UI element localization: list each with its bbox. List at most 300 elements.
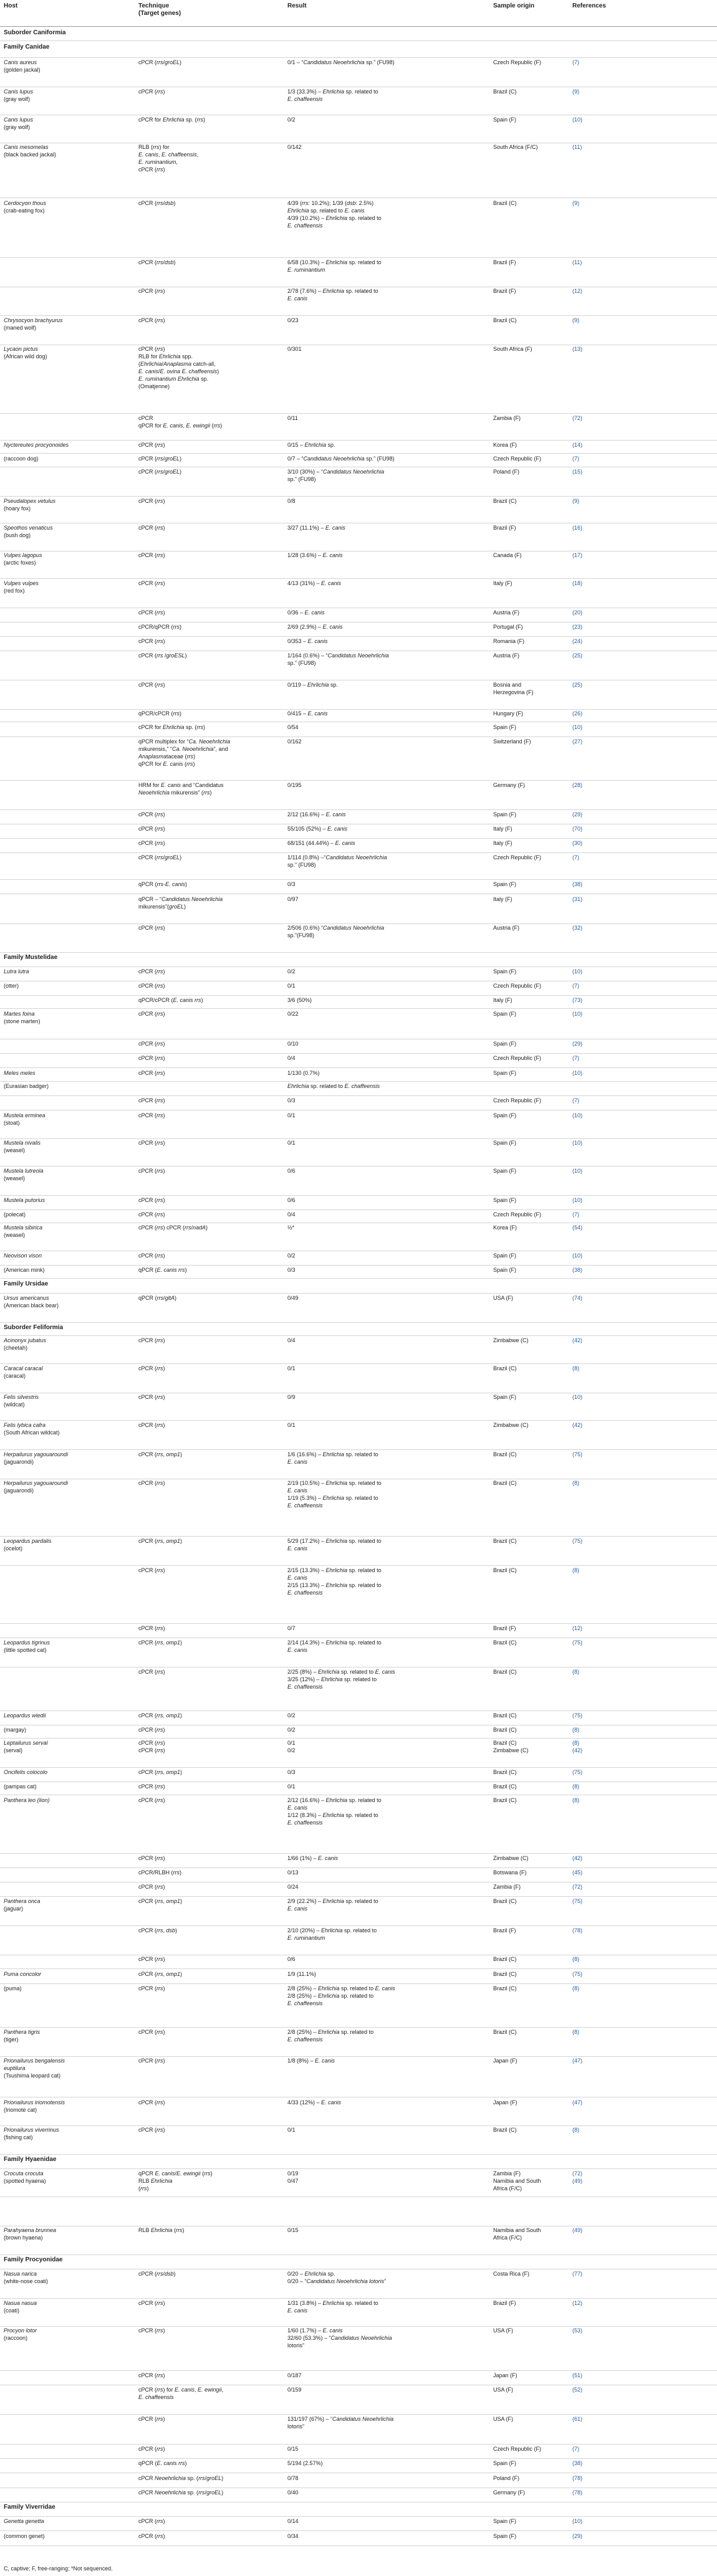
reference-cell[interactable]: (7) <box>572 983 579 989</box>
reference-cell[interactable]: (9) <box>572 88 579 95</box>
reference-cell[interactable]: (47) <box>572 2058 583 2064</box>
origin-cell: Czech Republic (F) <box>493 983 542 989</box>
table-row <box>0 2326 717 2371</box>
technique-cell: cPCR (rrs, omp1) <box>138 1769 183 1775</box>
table-row <box>0 1039 717 1054</box>
reference-cell[interactable]: (7) <box>572 854 579 861</box>
reference-cell[interactable]: (10) <box>572 1070 583 1076</box>
table-row <box>0 781 717 810</box>
origin-cell: Brazil (C) <box>493 1480 517 1486</box>
technique-cell: cPCR qPCR for E. canis, E. ewingii (rrs) <box>138 415 223 429</box>
header-result: Result <box>287 2 307 9</box>
origin-cell: USA (F) <box>493 2327 514 2334</box>
technique-cell: cPCR/RLBH (rrs) <box>138 1869 182 1876</box>
result-cell: 2/12 (16.6%) – Ehrlichia sp. related to E. canis 1/12 (8.3%) – Ehrlichia sp. related to E. chaffeensis <box>287 1797 382 1826</box>
table-row <box>0 2169 717 2197</box>
reference-cell[interactable]: (10) <box>572 2518 583 2524</box>
table-row <box>0 680 717 710</box>
result-cell: 0/2 <box>287 1252 296 1259</box>
result-cell: 1/9 (11.1%) <box>287 1971 316 1977</box>
section-heading <box>0 1323 717 1336</box>
result-cell: 0/36 – E. canis <box>287 609 325 616</box>
technique-cell: cPCR for Ehrlichia sp. (rrs) <box>138 724 206 730</box>
origin-cell: Spain (F) <box>493 1140 517 1146</box>
origin-cell: Spain (F) <box>493 1011 517 1017</box>
reference-cell[interactable]: (10) <box>572 1112 583 1119</box>
reference-cell[interactable]: (7) <box>572 456 579 462</box>
result-cell: 0/13 <box>287 1869 299 1876</box>
host-cell: Caracal caracal (caracal) <box>4 1365 43 1379</box>
technique-cell: cPCR (rrs) <box>138 2127 165 2133</box>
reference-cell[interactable]: (26) <box>572 710 583 717</box>
technique-cell: cPCR (rrs) <box>138 1394 165 1400</box>
result-cell: 0/4 <box>287 1337 296 1343</box>
table-row <box>0 709 717 722</box>
table-row <box>0 810 717 824</box>
origin-cell: Brazil (F) <box>493 2300 516 2306</box>
host-cell: Mustela nivalis (weasel) <box>4 1140 41 1153</box>
reference-cell[interactable]: (12) <box>572 288 583 294</box>
section-heading <box>0 2502 717 2517</box>
reference-cell[interactable]: (7) <box>572 1211 579 1218</box>
result-cell: 0/353 – E. canis <box>287 638 328 644</box>
reference-cell[interactable]: (42) <box>572 1855 583 1861</box>
reference-cell[interactable]: (72) <box>572 415 583 421</box>
reference-cell[interactable]: (38) <box>572 2460 583 2466</box>
technique-cell: cPCR (rrs) <box>138 1956 165 1962</box>
technique-cell: cPCR (rrs) <box>138 1797 165 1803</box>
table-row <box>0 1711 717 1725</box>
result-cell: 3/6 (50%) <box>287 997 312 1003</box>
origin-cell: Spain (F) <box>493 881 517 887</box>
result-cell: 0/10 <box>287 1041 299 1047</box>
reference-cell[interactable]: (73) <box>572 997 583 1003</box>
origin-cell: Costa Rica (F) <box>493 2271 530 2277</box>
host-cell: Mustela sibirica (weasel) <box>4 1224 43 1238</box>
origin-cell: South Africa (F/C) <box>493 144 538 150</box>
table-row <box>0 1638 717 1667</box>
reference-cell[interactable]: (23) <box>572 624 583 630</box>
table-row <box>0 923 717 953</box>
origin-cell: Brazil (C) <box>493 317 517 323</box>
technique-cell: cPCR (rrs) <box>138 525 165 531</box>
reference-cell[interactable]: (61) <box>572 2416 583 2422</box>
table-row <box>0 454 717 467</box>
reference-cell[interactable]: (52) <box>572 2387 583 2393</box>
reference-cell[interactable]: (7) <box>572 2446 579 2452</box>
table-row <box>0 1364 717 1393</box>
origin-cell: Brazil (C) <box>493 200 517 206</box>
reference-cell[interactable]: (8) <box>572 1985 579 1992</box>
technique-cell: cPCR (rrs) <box>138 2416 165 2422</box>
table-row <box>0 824 717 839</box>
result-cell: 0/1 <box>287 983 296 989</box>
result-cell: 0/7 – “Candidatus Neoehrlichia sp.” (FU98) <box>287 456 395 462</box>
result-cell: 2/25 (8%) – Ehrlichia sp. related to E. canis 3/25 (12%) – Ehrlichia sp. related to E. chaffeensis <box>287 1669 395 1690</box>
reference-cell[interactable]: (31) <box>572 896 583 902</box>
technique-cell: cPCR (rrs/dsb) <box>138 2271 176 2277</box>
table-row <box>0 1782 717 1795</box>
reference-cell[interactable]: (47) <box>572 2099 583 2106</box>
reference-cell[interactable]: (10) <box>572 117 583 123</box>
result-cell: 0/4 <box>287 1211 296 1218</box>
origin-cell: Italy (F) <box>493 997 512 1003</box>
technique-cell: cPCR (rrs) <box>138 2300 165 2306</box>
origin-cell: Italy (F) <box>493 840 512 846</box>
reference-cell[interactable]: (78) <box>572 1927 583 1934</box>
origin-cell: Canada (F) <box>493 552 522 558</box>
origin-cell: Brazil (C) <box>493 88 517 95</box>
origin-cell: Spain (F) <box>493 724 517 730</box>
technique-cell: cPCR (rrs) <box>138 288 165 294</box>
technique-cell: cPCR (rrs) cPCR (rrs/nadA) <box>138 1224 208 1231</box>
result-cell: 4/33 (12%) – E. canis <box>287 2099 342 2106</box>
result-cell: 2/69 (2.9%) – E. canis <box>287 624 343 630</box>
technique-cell: cPCR for Ehrlichia sp. (rrs) <box>138 117 206 123</box>
reference-cell[interactable]: (7) <box>572 59 579 65</box>
reference-cell[interactable]: (8) <box>572 2029 579 2035</box>
table-row <box>0 1739 717 1768</box>
table-row <box>0 1725 717 1739</box>
table-row <box>0 441 717 454</box>
table-row <box>0 287 717 316</box>
result-cell: 0/4 <box>287 1055 296 1061</box>
reference-cell[interactable]: (10) <box>572 1394 583 1400</box>
reference-cell[interactable]: (29) <box>572 811 583 818</box>
reference-cell[interactable]: (16) <box>572 525 583 531</box>
reference-cell[interactable]: (10) <box>572 724 583 730</box>
reference-cell[interactable]: (10) <box>572 1011 583 1017</box>
host-cell: (Eurasian badger) <box>4 1083 49 1089</box>
reference-cell[interactable]: (15) <box>572 469 583 475</box>
table-row <box>0 1897 717 1926</box>
reference-cell[interactable]: (29) <box>572 1041 583 1047</box>
technique-cell: HRM for E. canis and “Candidatus Neoehrlichia mikurensis” (rrs) <box>138 782 224 796</box>
host-cell: Nasua narica (white-nose coati) <box>4 2271 49 2284</box>
reference-cell[interactable]: (11) <box>572 144 582 150</box>
reference-cell[interactable]: (78) <box>572 2475 583 2481</box>
header-sample-origin: Sample origin <box>493 2 535 9</box>
reference-cell[interactable]: (8) (42) <box>572 1740 583 1753</box>
origin-cell: Spain (F) <box>493 1041 517 1047</box>
technique-cell: cPCR (rrs) <box>138 1041 165 1047</box>
reference-cell[interactable]: (28) <box>572 782 583 788</box>
table-row <box>0 1223 717 1251</box>
origin-cell: Czech Republic (F) <box>493 2446 542 2452</box>
result-cell: 2/15 (13.3%) – Ehrlichia sp. related to E. canis 2/15 (13.3%) – Ehrlichia sp. related to E. chaffeensis <box>287 1567 382 1596</box>
reference-cell[interactable]: (8) <box>572 1365 579 1371</box>
reference-cell[interactable]: (10) <box>572 1140 583 1146</box>
reference-cell[interactable]: (8) <box>572 1727 579 1733</box>
origin-cell: Botswana (F) <box>493 1869 527 1876</box>
reference-cell[interactable]: (75) <box>572 1971 583 1977</box>
origin-cell: Brazil (C) <box>493 1727 517 1733</box>
origin-cell: Spain (F) <box>493 1112 517 1119</box>
table-row <box>0 2445 717 2459</box>
origin-cell: Spain (F) <box>493 2518 517 2524</box>
table-row <box>0 1138 717 1166</box>
host-cell: Lutra lutra <box>4 968 29 975</box>
host-cell: Pseudalopex vetulus (hoary fox) <box>4 498 56 512</box>
host-cell: Lycaon pictus (African wild dog) <box>4 346 47 360</box>
result-cell: 0/1 <box>287 1140 296 1146</box>
result-cell: 0/2 <box>287 117 296 123</box>
origin-cell: Brazil (C) Zimbabwe (C) <box>493 1740 529 1753</box>
reference-cell[interactable]: (77) <box>572 2271 583 2277</box>
reference-cell[interactable]: (38) <box>572 1267 583 1273</box>
reference-cell[interactable]: (14) <box>572 442 583 448</box>
technique-cell: cPCR (rrs) <box>138 1140 165 1146</box>
table-row <box>0 551 717 579</box>
origin-cell: Japan (F) <box>493 2058 517 2064</box>
origin-cell: Spain (F) <box>493 1267 517 1273</box>
reference-cell[interactable]: (20) <box>572 609 583 616</box>
origin-cell: Czech Republic (F) <box>493 1055 542 1061</box>
reference-cell[interactable]: (9) <box>572 498 579 504</box>
reference-cell[interactable]: (38) <box>572 881 583 887</box>
reference-cell[interactable]: (10) <box>572 1168 583 1174</box>
technique-cell: cPCR (rrs) <box>138 552 165 558</box>
reference-cell[interactable]: (75) <box>572 1898 583 1904</box>
technique-cell: cPCR (rrs) <box>138 826 165 832</box>
host-cell: Leopardus tigrinus (little spotted cat) <box>4 1639 51 1653</box>
origin-cell: Switzerland (F) <box>493 738 531 745</box>
table-footnote: C, captive; F, free-ranging; *Not sequenced. <box>4 2565 113 2572</box>
result-cell: 0/6 <box>287 1956 296 1962</box>
host-cell: (margay) <box>4 1727 27 1733</box>
host-cell: Prionailurus viverrinus (fishing cat) <box>4 2127 59 2140</box>
result-cell: 2/8 (25%) – Ehrlichia sp. related to E. canis 2/8 (25%) – Ehrlichia sp. related to E. chaffeensis <box>287 1985 395 2006</box>
reference-cell[interactable]: (7) <box>572 1055 579 1061</box>
reference-cell[interactable]: (8) <box>572 1480 579 1486</box>
result-cell: 0/195 <box>287 782 302 788</box>
table-row <box>0 87 717 115</box>
reference-cell[interactable]: (70) <box>572 826 583 832</box>
result-cell: 1/8 (8%) – E. canis <box>287 2058 335 2064</box>
section-heading-text: Family Procyonidae <box>4 2256 63 2263</box>
reference-cell[interactable]: (8) <box>572 1956 579 1962</box>
technique-cell: cPCR (rrs) <box>138 317 165 323</box>
technique-cell: cPCR (rrs) <box>138 1011 165 1017</box>
technique-cell: cPCR (rrs/groEL) <box>138 854 182 861</box>
origin-cell: Spain (F) <box>493 968 517 975</box>
reference-cell[interactable]: (9) <box>572 317 579 323</box>
origin-cell: Austria (F) <box>493 609 520 616</box>
host-cell: Crocuta crocuta (spotted hyaena) <box>4 2170 46 2184</box>
origin-cell: Korea (F) <box>493 1224 517 1231</box>
host-cell: Cerdocyon thous (crab-eating fox) <box>4 200 47 214</box>
reference-cell[interactable]: (8) <box>572 2127 579 2133</box>
technique-cell: cPCR (rrs) <box>138 682 165 688</box>
reference-cell[interactable]: (74) <box>572 1295 583 1301</box>
reference-cell[interactable]: (13) <box>572 346 583 352</box>
technique-cell: cPCR (rrs) cPCR (rrs) <box>138 1740 165 1753</box>
reference-cell[interactable]: (54) <box>572 1224 583 1231</box>
table-row <box>0 2488 717 2502</box>
host-cell: (common genet) <box>4 2533 45 2539</box>
origin-cell: Brazil (C) <box>493 1971 517 1977</box>
table-row <box>0 2098 717 2126</box>
result-cell: 2/19 (10.5%) – Ehrlichia sp. related to E. canis 1/19 (5.3%) – Ehrlichia sp. related to E. chaffeensis <box>287 1480 382 1509</box>
origin-cell: Brazil (C) <box>493 1669 517 1675</box>
reference-cell[interactable]: (32) <box>572 925 583 931</box>
technique-cell: cPCR (rrs) <box>138 1211 165 1218</box>
result-cell: 2/78 (7.6%) – Ehrlichia sp. related to E. canis <box>287 288 378 302</box>
origin-cell: Japan (F) <box>493 2099 517 2106</box>
reference-cell[interactable]: (49) <box>572 2227 583 2233</box>
reference-cell[interactable]: (12) <box>572 2300 583 2306</box>
technique-cell: qPCR (E. canis rrs) <box>138 2460 187 2466</box>
reference-cell[interactable]: (7) <box>572 1097 579 1104</box>
reference-cell[interactable]: (72) <box>572 1884 583 1890</box>
host-cell: (polecat) <box>4 1211 26 1218</box>
result-cell: 0/2 <box>287 1712 296 1719</box>
reference-cell[interactable]: (8) <box>572 1567 579 1573</box>
reference-cell[interactable]: (51) <box>572 2372 583 2378</box>
reference-cell[interactable]: (9) <box>572 200 579 206</box>
technique-cell: cPCR (rrs) <box>138 580 165 586</box>
origin-cell: Bosnia and Herzegovina (F) <box>493 682 534 695</box>
table-row <box>0 2125 717 2155</box>
table-row <box>0 981 717 996</box>
result-cell: 5/194 (2.57%) <box>287 2460 323 2466</box>
technique-cell: qPCR E. canis/E. ewingii (rrs) RLB Ehrlichia (rrs) <box>138 2170 213 2192</box>
table-header <box>0 0 717 27</box>
table-row <box>0 996 717 1009</box>
table-row <box>0 1082 717 1096</box>
origin-cell: Zimbabwe (C) <box>493 1337 529 1343</box>
reference-cell[interactable]: (75) <box>572 1639 583 1646</box>
table-row <box>0 839 717 853</box>
origin-cell: Brazil (C) <box>493 1451 517 1457</box>
reference-cell[interactable]: (10) <box>572 1252 583 1259</box>
origin-cell: Austria (F) <box>493 652 520 659</box>
table-row <box>0 2056 717 2097</box>
host-cell: Panthera leo (lion) <box>4 1797 50 1803</box>
technique-cell: qPCR multiplex for “Ca. Neoehrlichia mikurensis,” “Ca. Neoehrlichia”, and Anaplasmataceae (rrs) qPCR for E. canis (rrs) <box>138 738 231 767</box>
reference-cell[interactable]: (8) <box>572 1797 579 1803</box>
table-row <box>0 895 717 924</box>
origin-cell: Czech Republic (F) <box>493 1097 542 1104</box>
technique-cell: cPCR (rrs) <box>138 2327 165 2334</box>
reference-cell[interactable]: (75) <box>572 1769 583 1775</box>
origin-cell: Zimbabwe (C) <box>493 1855 529 1861</box>
table-row <box>0 1054 717 1068</box>
reference-cell[interactable]: (8) <box>572 1669 579 1675</box>
origin-cell: Brazil (F) <box>493 288 516 294</box>
origin-cell: Brazil (C) <box>493 1365 517 1371</box>
reference-cell[interactable]: (27) <box>572 738 583 745</box>
technique-cell: cPCR (rrs/groEL) <box>138 59 182 65</box>
reference-cell[interactable]: (53) <box>572 2327 583 2334</box>
table-row <box>0 1768 717 1782</box>
reference-cell[interactable]: (10) <box>572 968 583 975</box>
host-cell: Martes foina (stone marten) <box>4 1011 41 1024</box>
result-cell: 0/2 <box>287 968 296 975</box>
reference-cell[interactable]: (75) <box>572 1712 583 1719</box>
table-row <box>0 414 717 441</box>
technique-cell: cPCR (rrs) <box>138 1884 165 1890</box>
table-row <box>0 1566 717 1624</box>
origin-cell: Portugal (F) <box>493 624 523 630</box>
reference-cell[interactable]: (42) <box>572 1337 583 1343</box>
result-cell: 1/114 (0.8%) –“Candidatus Neoehrlichia sp.” (FU98) <box>287 854 387 868</box>
result-cell: 2/9 (22.2%) – Ehrlichia sp. related to E. canis <box>287 1898 378 1912</box>
result-cell: 131/197 (67%) – “Candidatus Neoehrlichia lotoris” <box>287 2416 394 2430</box>
table-row <box>0 2269 717 2299</box>
technique-cell: cPCR (rrs) <box>138 1422 165 1428</box>
host-cell: Neovison vison <box>4 1252 42 1259</box>
reference-cell[interactable]: (8) <box>572 1783 579 1790</box>
reference-cell[interactable]: (18) <box>572 580 583 586</box>
host-cell: Herpailurus yagouaroundi (jaguarondi) <box>4 1451 69 1465</box>
result-cell: 2/8 (25%) – Ehrlichia sp. related to E. chaffeensis <box>287 2029 374 2043</box>
result-cell: 0/34 <box>287 2533 299 2539</box>
origin-cell: Romania (F) <box>493 638 525 644</box>
origin-cell: Germany (F) <box>493 2489 526 2496</box>
technique-cell: cPCR (rrs) RLB for Ehrlichia spp. (Ehrlichia/Anaplasma catch-all, E. canis/E. ovina E. chaffeensis) E. ruminantium Ehrlichia sp. (Omatjenne) <box>138 346 219 389</box>
reference-cell[interactable]: (25) <box>572 652 583 659</box>
technique-cell: cPCR (rrs) <box>138 88 165 95</box>
section-heading-text: Family Viverridae <box>4 2504 55 2511</box>
origin-cell: Brazil (C) <box>493 1538 517 1544</box>
technique-cell: cPCR/qPCR (rrs) <box>138 624 182 630</box>
reference-cell[interactable]: (75) <box>572 1451 583 1457</box>
table-row <box>0 1537 717 1566</box>
origin-cell: USA (F) <box>493 2387 514 2393</box>
origin-cell: Japan (F) <box>493 2372 517 2378</box>
table-row <box>0 1421 717 1450</box>
origin-cell: Italy (F) <box>493 826 512 832</box>
reference-cell[interactable]: (72) (49) <box>572 2170 583 2184</box>
reference-cell[interactable]: (30) <box>572 840 583 846</box>
reference-cell[interactable]: (12) <box>572 1625 583 1631</box>
reference-cell[interactable]: (24) <box>572 638 583 644</box>
reference-cell[interactable]: (75) <box>572 1538 583 1544</box>
result-cell: 2/12 (16.6%) – E. canis <box>287 811 346 818</box>
origin-cell: Brazil (F) <box>493 1625 516 1631</box>
origin-cell: Brazil (F) <box>493 1927 516 1934</box>
table-row <box>0 637 717 651</box>
technique-cell: cPCR (rrs) <box>138 2372 165 2378</box>
reference-cell[interactable]: (11) <box>572 259 582 265</box>
origin-cell: Czech Republic (F) <box>493 1211 542 1218</box>
host-cell: (American mink) <box>4 1267 45 1273</box>
result-cell: 4/39 (rrs: 10.2%); 1/39 (dsb: 2.5%) Ehrlichia sp. related to E. canis 4/39 (10.2%) – Ehrlichia sp. related to E. chaffeensis <box>287 200 382 229</box>
result-cell: 0/1 – “Candidatus Neoehrlichia sp.” (FU98) <box>287 59 395 65</box>
reference-cell[interactable]: (42) <box>572 1422 583 1428</box>
table-row <box>0 2197 717 2226</box>
reference-cell[interactable]: (29) <box>572 2533 583 2539</box>
reference-cell[interactable]: (10) <box>572 1197 583 1203</box>
reference-cell[interactable]: (45) <box>572 1869 583 1876</box>
header-technique: Technique (Target genes) <box>138 2 181 17</box>
origin-cell: Zambia (F) <box>493 1884 521 1890</box>
table-row <box>0 723 717 737</box>
result-cell: 3/10 (30%) – “Candidatus Neoehrlichia sp.” (FU98) <box>287 469 385 482</box>
result-cell: 0/15 – Ehrlichia sp. <box>287 442 335 448</box>
table-row <box>0 316 717 345</box>
reference-cell[interactable]: (25) <box>572 682 583 688</box>
host-cell: Vulpes vulpes (red fox) <box>4 580 39 594</box>
reference-cell[interactable]: (17) <box>572 552 583 558</box>
host-cell: Canis lupus (gray wolf) <box>4 117 34 130</box>
reference-cell[interactable]: (78) <box>572 2489 583 2496</box>
host-cell: Leopardus pardalis (ocelot) <box>4 1538 52 1552</box>
result-cell: 0/159 <box>287 2387 302 2393</box>
table-row <box>0 608 717 623</box>
technique-cell: cPCR (rrs/groEL) <box>138 469 182 475</box>
